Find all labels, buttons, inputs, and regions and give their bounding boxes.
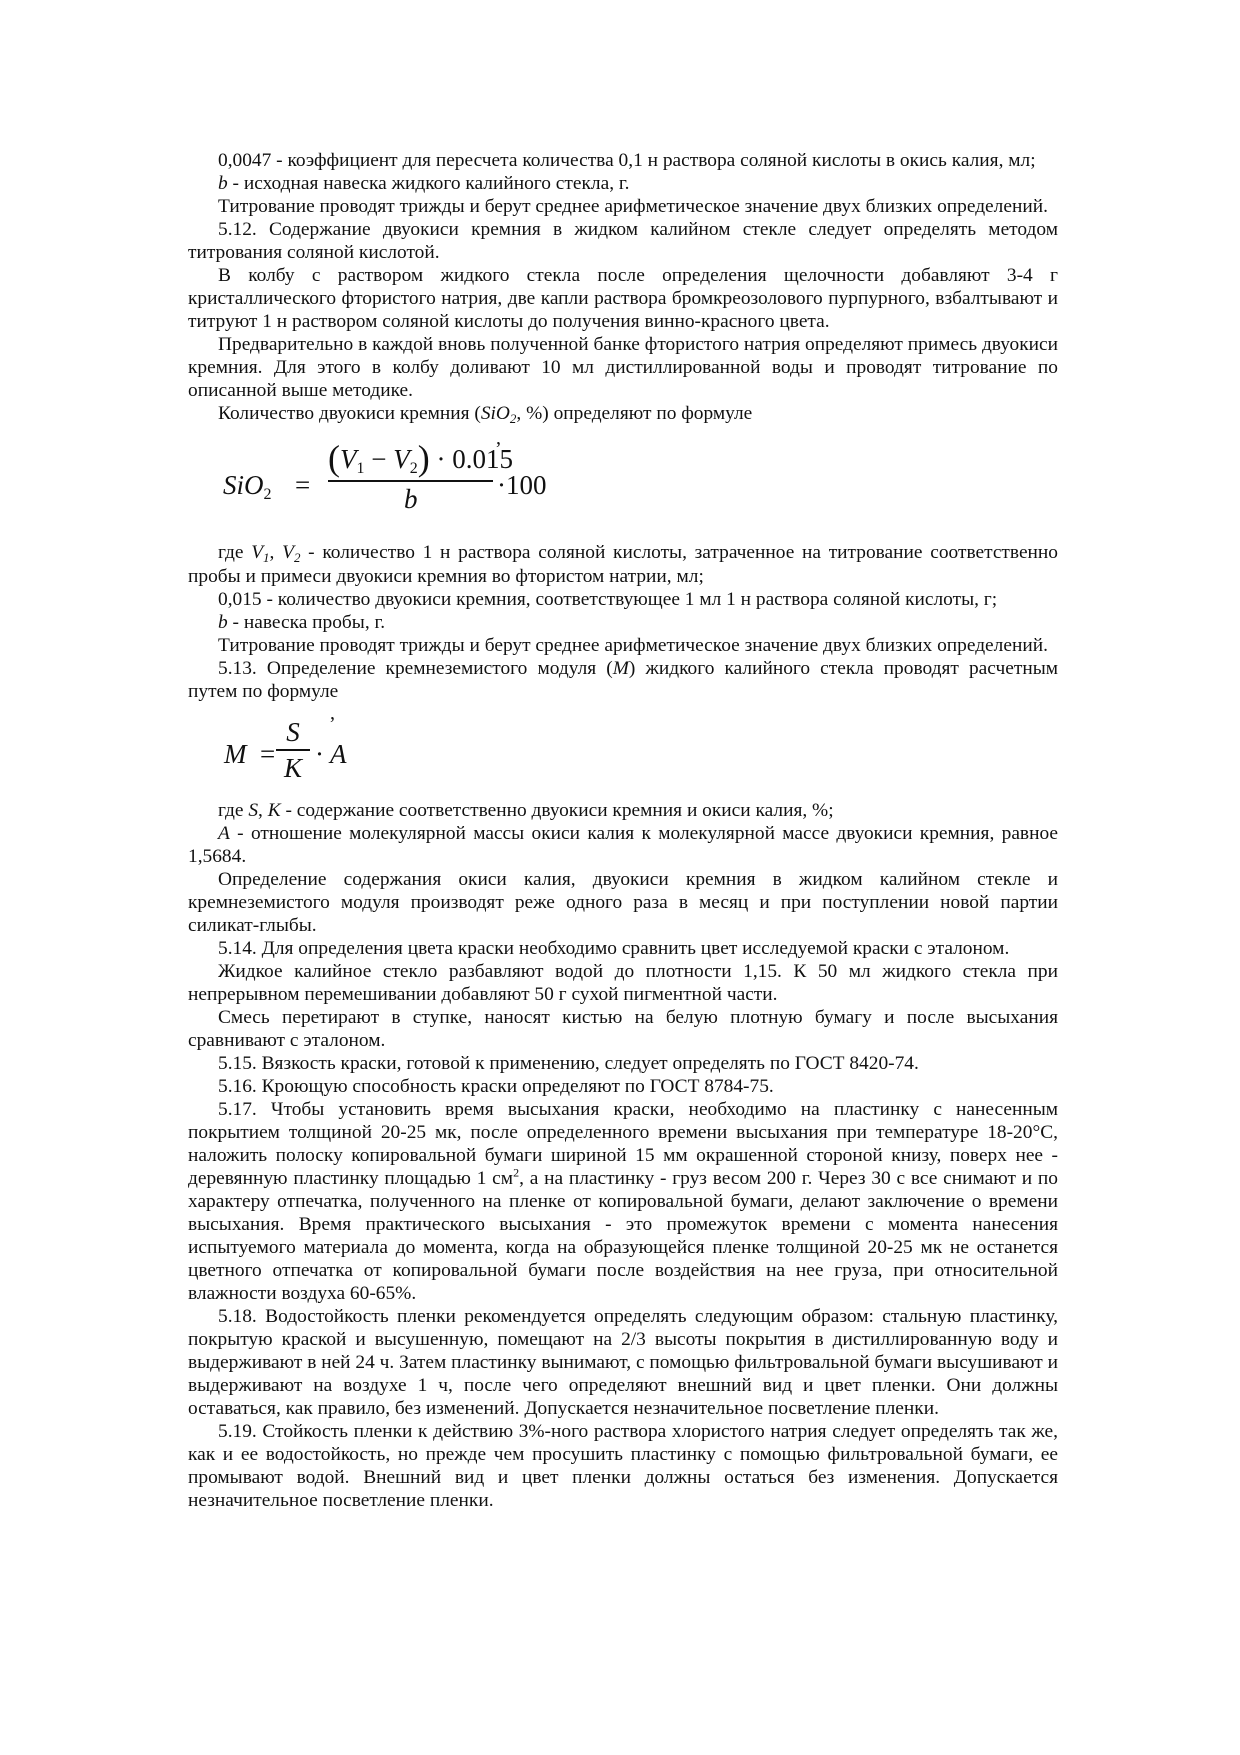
superscript: 2 bbox=[513, 1165, 520, 1180]
variable-v1: V bbox=[251, 542, 264, 563]
paragraph-text: 0,0047 - коэффициент для пересчета количества 0,1 н раствора соляной кислоты в окись калия, мл; bbox=[218, 150, 1036, 171]
formula-rhs: A bbox=[330, 739, 347, 769]
paragraph-text: где bbox=[218, 542, 252, 563]
paragraph-sio2-formula-intro bbox=[188, 402, 1058, 426]
paragraph-text: 5.12. Содержание двуокиси кремния в жидком калийном стекле следует определять методом титрования соляной кислотой. bbox=[188, 219, 1058, 263]
paragraph-titration-thrice-2 bbox=[188, 634, 1058, 657]
formula-denominator: K bbox=[283, 753, 302, 783]
formula-modulus bbox=[188, 703, 1058, 799]
formula-v1-subscript: 1 bbox=[356, 460, 365, 477]
formula-fraction-bar bbox=[276, 749, 310, 751]
formula-lhs-subscript: 2 bbox=[263, 486, 272, 503]
paragraph-sample-b bbox=[188, 611, 1058, 634]
paragraph-text: - навеска пробы, г. bbox=[227, 612, 386, 633]
paragraph-section-5-15 bbox=[188, 1052, 1058, 1075]
variable-b: b bbox=[218, 612, 228, 633]
paragraph-text: Количество двуокиси кремния ( bbox=[218, 403, 481, 424]
paragraph-section-5-16 bbox=[188, 1075, 1058, 1098]
paragraph-text: 5.16. Кроющую способность краски определяют по ГОСТ 8784-75. bbox=[218, 1076, 774, 1097]
formula-comma: , bbox=[496, 427, 501, 449]
paragraph-text: ) жидкого калийного стекла проводят расчетным путем по формуле bbox=[188, 658, 1058, 702]
formula-v2: V bbox=[393, 444, 410, 474]
paragraph-section-5-13 bbox=[188, 657, 1058, 703]
paragraph-section-5-19 bbox=[188, 1420, 1058, 1512]
variable-m: М bbox=[612, 658, 629, 679]
paragraph-text: Смесь перетирают в ступке, наносят кистью на белую плотную бумагу и после высыхания сравнивают с эталоном. bbox=[188, 1007, 1058, 1051]
variable-s: S bbox=[248, 800, 259, 821]
paragraph-text: 5.15. Вязкость краски, готовой к применению, следует определять по ГОСТ 8420-74. bbox=[218, 1053, 919, 1074]
paragraph-text: Жидкое калийное стекло разбавляют водой до плотности 1,15. К 50 мл жидкого стекла при непрерывном перемешивании добавляют 50 г сухой пигментной части. bbox=[188, 961, 1058, 1005]
paragraph-text: 5.14. Для определения цвета краски необходимо сравнить цвет исследуемой краски с эталоном. bbox=[218, 938, 1010, 959]
paragraph-titration-thrice bbox=[188, 195, 1058, 218]
formula-sio2 bbox=[188, 426, 1058, 541]
formula-comma: , bbox=[330, 702, 335, 724]
formula-multiplier: ·100 bbox=[497, 470, 547, 500]
paragraph-s-k-definition bbox=[188, 799, 1058, 822]
paragraph-text: 5.17. Чтобы установить время высыхания краски, необходимо на пластинку с нанесенным покрытием толщиной 20-25 мк, после определенного времени высыхания при температуре 18-20°С, наложить полоску копировальной бумаги шириной 15 мм окрашенной стороной книзу, поверх нее - деревянную пластинку площадью 1 см bbox=[188, 1099, 1058, 1189]
paragraph-text: где bbox=[218, 800, 249, 821]
paragraph-text: - исходная навеска жидкого калийного стекла, г. bbox=[227, 173, 630, 194]
formula-paren-open: ( bbox=[328, 438, 340, 478]
formula-numerator: S bbox=[286, 717, 300, 747]
paragraph-text: В колбу с раствором жидкого стекла после определения щелочности добавляют 3-4 г кристаллического фтористого натрия, две капли раствора бромкреозолового пурпурного, взбалтывают и титруют 1 н раствором соляной кислоты до получения винно-красного цвета. bbox=[188, 265, 1058, 332]
paragraph-text: Титрование проводят трижды и берут среднее арифметическое значение двух близких определений. bbox=[218, 635, 1048, 656]
variable-k: K bbox=[267, 800, 281, 821]
variable-v2: V bbox=[282, 542, 294, 563]
formula-lhs: M bbox=[224, 739, 247, 769]
formula-factor: · 0.015 bbox=[429, 444, 513, 474]
variable-sio: SiO bbox=[480, 403, 510, 424]
formula-denominator: b bbox=[404, 484, 418, 514]
formula-multiplier: · bbox=[315, 739, 324, 769]
paragraph-text: 0,015 - количество двуокиси кремния, соответствующее 1 мл 1 н раствора соляной кислоты, г; bbox=[218, 589, 998, 610]
paragraph-sample-weight-b bbox=[188, 172, 1058, 195]
paragraph-v1-v2-definition bbox=[188, 541, 1058, 588]
variable-a: А bbox=[218, 823, 230, 844]
paragraph-section-5-18 bbox=[188, 1305, 1058, 1420]
paragraph-a-definition bbox=[188, 822, 1058, 868]
paragraph-flask-procedure bbox=[188, 264, 1058, 333]
variable-b: b bbox=[218, 173, 228, 194]
paragraph-text: 5.19. Стойкость пленки к действию 3%-ного раствора хлористого натрия следует определять так же, как и ее водостойкость, но прежде чем просушить пластинку с помощью фильтровальной бумаги, ее промывают водой. Внешний вид и цвет пленки должны остаться без изменения. Допускается незначительное посветление пленки. bbox=[188, 1421, 1058, 1511]
paragraph-text: - количество 1 н раствора соляной кислоты, затраченное на титрование соответственно пробы и примеси двуокиси кремния во фтористом натрии, мл; bbox=[188, 542, 1058, 587]
document-body bbox=[188, 149, 1058, 1512]
paragraph-text: , а на пластинку - груз весом 200 г. Через 30 с все снимают и по характеру отпечатка, полученного на пленке от копировальной бумаги, делают заключение о времени высыхания. Время практического высыхания - это промежуток времени с момента нанесения испытуемого материала до момента, когда на образующейся пленке толщиной 20-25 мк не останется цветного отпечатка от копировальной бумаги после воздействия на нее груза, при относительной влажности воздуха 60-65%. bbox=[188, 1168, 1058, 1304]
paragraph-text: Титрование проводят трижды и берут среднее арифметическое значение двух близких определений. bbox=[218, 196, 1048, 217]
paragraph-text: 5.13. Определение кремнеземистого модуля ( bbox=[218, 658, 613, 679]
paragraph-dilution bbox=[188, 960, 1058, 1006]
separator: , bbox=[269, 542, 283, 563]
formula-equals: = bbox=[260, 739, 276, 769]
formula-paren-close: ) bbox=[417, 438, 430, 478]
formula-equals: = bbox=[295, 470, 311, 500]
formula-fraction-bar bbox=[328, 480, 493, 482]
paragraph-coefficient-0047 bbox=[188, 149, 1058, 172]
separator: , bbox=[258, 800, 268, 821]
paragraph-section-5-12 bbox=[188, 218, 1058, 264]
paragraph-text: Предварительно в каждой вновь полученной банке фтористого натрия определяют примесь двуокиси кремния. Для этого в колбу доливают 10 мл дистиллированной воды и проводят титрование по описанной выше методике. bbox=[188, 334, 1058, 401]
paragraph-0015-definition bbox=[188, 588, 1058, 611]
paragraph-text: - отношение молекулярной массы окиси калия к молекулярной массе двуокиси кремния, равное 1,5684. bbox=[188, 823, 1058, 867]
variable-subscript: 2 bbox=[509, 411, 517, 426]
formula-v1: V bbox=[340, 444, 357, 474]
paragraph-text: 5.18. Водостойкость пленки рекомендуется определять следующим образом: стальную пластинку, покрытую краской и высушенную, помещают на 2/3 высоты покрытия в дистиллированную воду и выдерживают в ней 24 ч. Затем пластинку вынимают, с помощью фильтровальной бумаги высушивают и выдерживают на воздухе 1 ч, после чего определяют внешний вид и цвет пленки. Они должны оставаться, как правило, без изменений. Допускается незначительное посветление пленки. bbox=[188, 1306, 1058, 1419]
formula-lhs-symbol: SiO bbox=[223, 470, 264, 500]
paragraph-section-5-17 bbox=[188, 1098, 1058, 1305]
formula-minus: − bbox=[371, 444, 387, 474]
paragraph-frequency bbox=[188, 868, 1058, 937]
paragraph-text: Определение содержания окиси калия, двуокиси кремния в жидком калийном стекле и кремнеземистого модуля производят реже одного раза в месяц и при поступлении новой партии силикат-глыбы. bbox=[188, 869, 1058, 936]
paragraph-preliminary-check bbox=[188, 333, 1058, 402]
formula-v2-subscript: 2 bbox=[409, 460, 418, 477]
paragraph-mixing bbox=[188, 1006, 1058, 1052]
paragraph-text: , %) определяют по формуле bbox=[516, 403, 753, 424]
formula-numerator bbox=[328, 438, 513, 478]
variable-v2-subscript: 2 bbox=[293, 550, 301, 565]
paragraph-section-5-14 bbox=[188, 937, 1058, 960]
formula-lhs bbox=[223, 470, 272, 503]
variable-v1-subscript: 1 bbox=[263, 550, 270, 565]
paragraph-text: - содержание соответственно двуокиси кремния и окиси калия, %; bbox=[280, 800, 834, 821]
